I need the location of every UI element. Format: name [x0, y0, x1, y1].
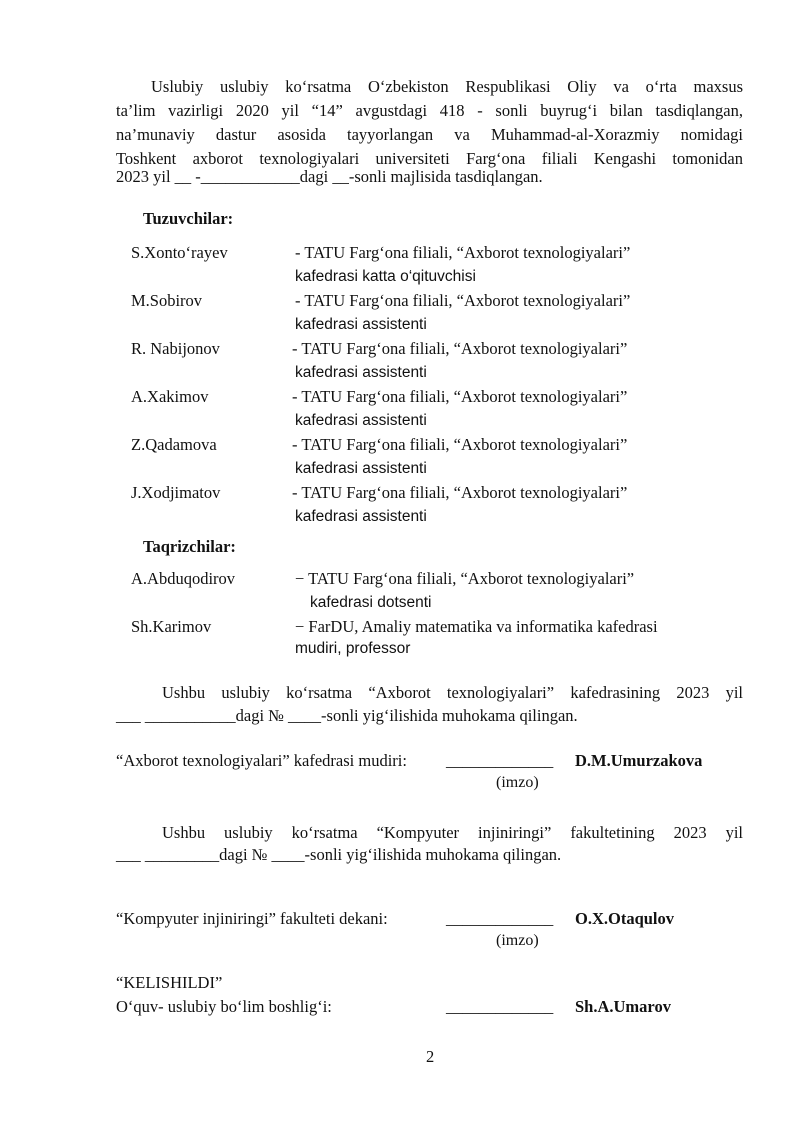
faculty-discussion-line-1: Ushbu uslubiy ko‘rsatma “Kompyuter injiniringi” fakultetining 2023 yil: [162, 823, 743, 842]
author-name: R. Nabijonov: [131, 339, 220, 358]
author-position: kafedrasi assistenti: [295, 316, 427, 333]
reviewer-name: Sh.Karimov: [131, 617, 212, 636]
author-affiliation: - TATU Farg‘ona filiali, “Axborot texnologiyalari”: [295, 291, 631, 310]
reviewers-heading: Taqrizchilar:: [143, 537, 236, 556]
signature-blank: _____________: [446, 997, 554, 1016]
dept-head-name: D.M.Umurzakova: [575, 751, 703, 770]
author-affiliation: - TATU Farg‘ona filiali, “Axborot texnologiyalari”: [295, 243, 631, 262]
reviewer-name: A.Abduqodirov: [131, 569, 236, 588]
dept-discussion-line-1: Ushbu uslubiy ko‘rsatma “Axborot texnologiyalari” kafedrasining 2023 yil: [162, 683, 743, 702]
author-name: M.Sobirov: [131, 291, 203, 310]
author-name: S.Xonto‘rayev: [131, 243, 228, 262]
agreed-name: Sh.A.Umarov: [575, 997, 671, 1016]
author-position: kafedrasi assistenti: [295, 412, 427, 429]
author-affiliation: - TATU Farg‘ona filiali, “Axborot texnologiyalari”: [292, 435, 628, 454]
intro-line-1: Uslubiy uslubiy ko‘rsatma O‘zbekiston Respublikasi Oliy va o‘rta maxsus: [151, 77, 743, 96]
author-affiliation: - TATU Farg‘ona filiali, “Axborot texnologiyalari”: [292, 387, 628, 406]
reviewer-position: kafedrasi dotsenti: [310, 594, 432, 611]
author-position: kafedrasi katta o‘qituvchisi: [295, 268, 476, 285]
author-affiliation: - TATU Farg‘ona filiali, “Axborot texnologiyalari”: [292, 483, 628, 502]
signature-note: (imzo): [496, 932, 539, 949]
dept-discussion-line-2: ___ ___________dagi № ____-sonli yig‘ilishida muhokama qilingan.: [116, 706, 578, 725]
authors-heading: Tuzuvchilar:: [143, 209, 234, 228]
author-affiliation: - TATU Farg‘ona filiali, “Axborot texnologiyalari”: [292, 339, 628, 358]
reviewer-affiliation: − TATU Farg‘ona filiali, “Axborot texnologiyalari”: [295, 569, 635, 588]
faculty-dean-name: O.X.Otaqulov: [575, 909, 675, 928]
intro-line-4: Toshkent axborot texnologiyalari universiteti Farg‘ona filiali Kengashi tomonidan: [116, 149, 743, 168]
reviewer-position: mudiri, professor: [295, 640, 411, 657]
signature-blank: _____________: [446, 751, 554, 770]
author-position: kafedrasi assistenti: [295, 364, 427, 381]
intro-line-5: 2023 yil __ -____________dagi __-sonli majlisida tasdiqlangan.: [116, 167, 543, 186]
faculty-discussion-line-2: ___ _________dagi № ____-sonli yig‘ilishida muhokama qilingan.: [116, 845, 562, 864]
intro-line-2: ta’lim vazirligi 2020 yil “14” avgustdagi 418 - sonli buyrug‘i bilan tasdiqlangan,: [116, 101, 743, 120]
signature-note: (imzo): [496, 774, 539, 791]
author-name: J.Xodjimatov: [131, 483, 221, 502]
author-name: Z.Qadamova: [131, 435, 217, 454]
agreed-heading: “KELISHILDI”: [116, 973, 223, 992]
agreed-label: O‘quv- uslubiy bo‘lim boshlig‘i:: [116, 997, 332, 1016]
author-name: A.Xakimov: [131, 387, 209, 406]
signature-blank: _____________: [446, 909, 554, 928]
dept-head-label: “Axborot texnologiyalari” kafedrasi mudiri:: [116, 751, 407, 770]
page-number: 2: [426, 1047, 435, 1066]
faculty-dean-label: “Kompyuter injiniringi” fakulteti dekani:: [116, 909, 388, 928]
author-position: kafedrasi assistenti: [295, 460, 427, 477]
author-position: kafedrasi assistenti: [295, 508, 427, 525]
intro-line-3: na’munaviy dastur asosida tayyorlangan va Muhammad-al-Xorazmiy nomidagi: [116, 125, 743, 144]
reviewer-affiliation: − FarDU, Amaliy matematika va informatika kafedrasi: [295, 617, 658, 636]
